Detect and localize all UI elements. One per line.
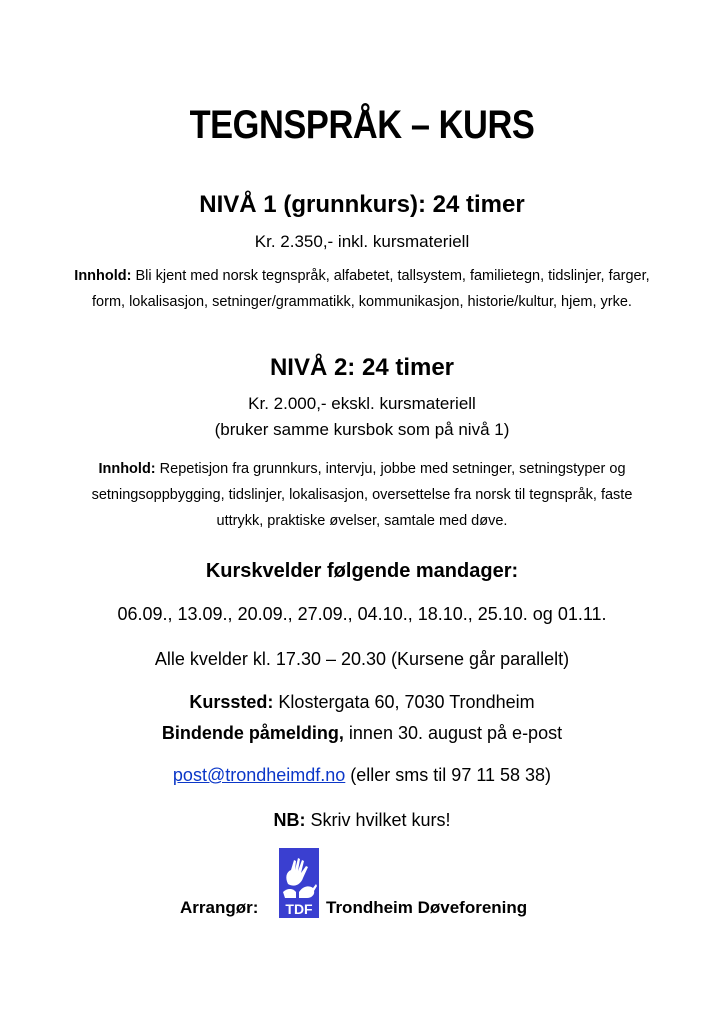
- registration-label: Bindende påmelding,: [161, 723, 344, 743]
- level2-content-label: Innhold:: [98, 461, 156, 477]
- registration-line: [0, 723, 724, 744]
- note-text: Skriv hvilket kurs!: [305, 810, 451, 830]
- level2-content-text: Repetisjon fra grunnkurs, intervju, jobbe med setninger, setningstyper og setningsoppbygging, tidslinjer, lokalisasjon, oversettelse fra norsk til tegnspråk, faste uttrykk, praktiske øvelser, samtale med døve.: [91, 461, 633, 529]
- level2-heading: NIVÅ 2: 24 timer: [269, 354, 455, 381]
- venue-line: [0, 692, 724, 713]
- level2-price: Kr. 2.000,- ekskl. kursmateriell: [248, 394, 476, 413]
- note-label: NB:: [273, 810, 306, 830]
- level1-content: [70, 263, 654, 315]
- level1-price: Kr. 2.350,- inkl. kursmateriell: [254, 232, 470, 251]
- level2-content: [70, 456, 654, 534]
- registration-text: innen 30. august på e-post: [343, 723, 563, 743]
- schedule-dates: 06.09., 13.09., 20.09., 27.09., 04.10., 18.10., 25.10. og 01.11.: [117, 604, 607, 624]
- venue-address: Klostergata 60, 7030 Trondheim: [273, 692, 535, 712]
- organizer-label: Arrangør:: [180, 898, 259, 917]
- schedule-heading: Kurskvelder følgende mandager:: [205, 560, 519, 582]
- venue-label: Kurssted:: [189, 692, 274, 712]
- tdf-logo: [279, 848, 319, 918]
- page-title: TEGNSPRÅK – KURS: [189, 103, 535, 147]
- level1-heading: NIVÅ 1 (grunnkurs): 24 timer: [199, 191, 525, 218]
- organizer-name: Trondheim Døveforening: [326, 898, 528, 917]
- sms-text: (eller sms til 97 11 58 38): [345, 765, 552, 785]
- logo-text: TDF: [285, 901, 313, 917]
- level1-content-label: Innhold:: [74, 268, 132, 284]
- schedule-time: Alle kvelder kl. 17.30 – 20.30 (Kursene går parallelt): [154, 649, 570, 669]
- level1-content-text: Bli kjent med norsk tegnspråk, alfabetet, tallsystem, familietegn, tidslinjer, farger, form, lokalisasjon, setninger/grammatikk, kommunikasjon, historie/kultur, hjem, yrke.: [92, 268, 650, 310]
- note-line: [0, 810, 724, 831]
- organizer-footer: [0, 846, 724, 926]
- sign-hands-icon: [279, 848, 319, 918]
- contact-line: [0, 765, 724, 786]
- email-link[interactable]: post@trondheimdf.no: [172, 765, 346, 785]
- level2-book-note: (bruker samme kursbok som på nivå 1): [214, 420, 510, 439]
